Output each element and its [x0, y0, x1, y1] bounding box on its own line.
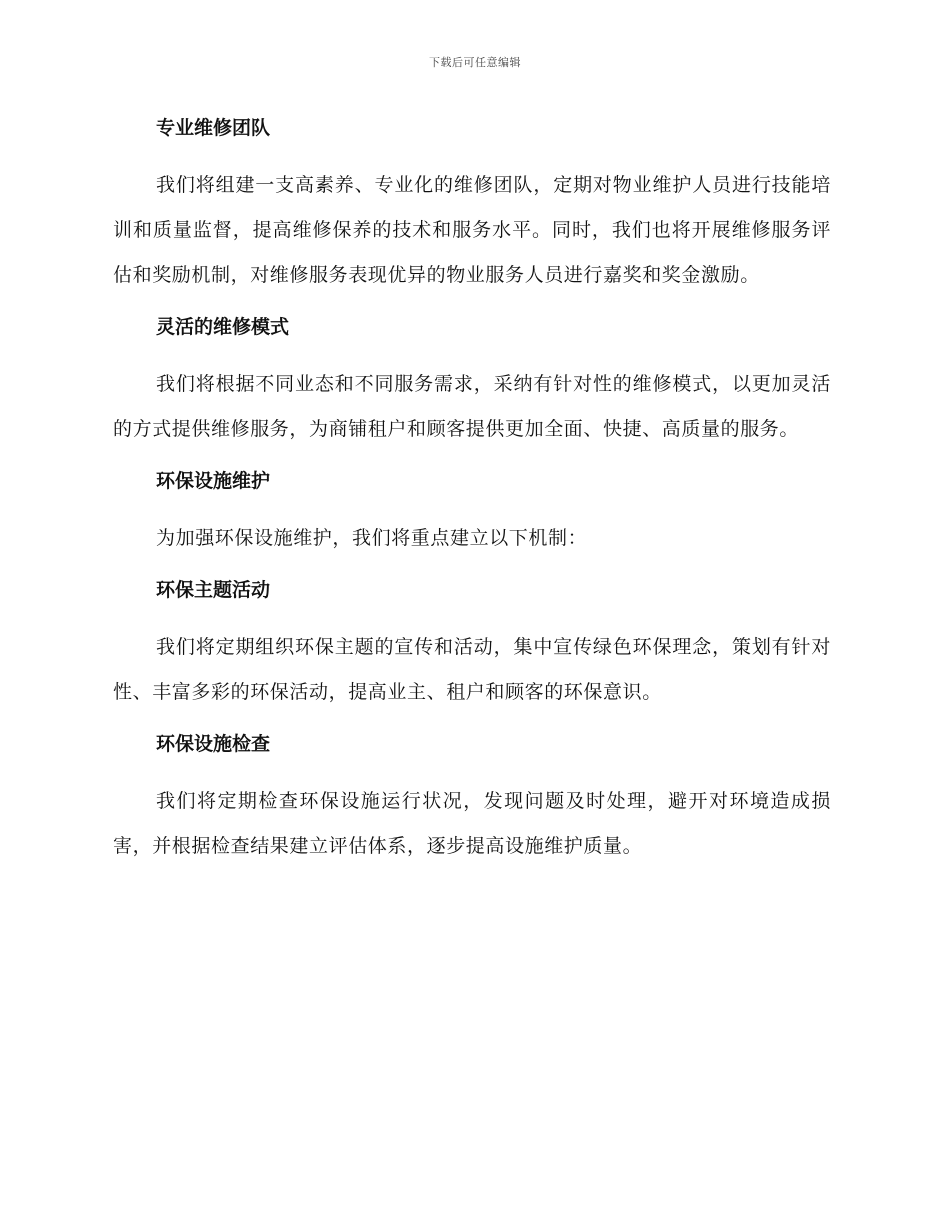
section-paragraph-maintenance-team: 我们将组建一支高素养、专业化的维修团队，定期对物业维护人员进行技能培训和质量监督，提高维修保养的技术和服务水平。同时，我们也将开展维修服务评估和奖励机制，对维修服务表现优异的物业服务人员进行嘉奖和奖金激励。 — [113, 174, 831, 286]
section-paragraph-flexible-mode: 我们将根据不同业态和不同服务需求，采纳有针对性的维修模式，以更加灵活的方式提供维修服务，为商铺租户和顾客提供更加全面、快捷、高质量的服务。 — [113, 373, 831, 440]
document-body — [113, 112, 831, 882]
section-heading-eco-facility-maintenance: 环保设施维护 — [156, 470, 271, 492]
page-header: 下载后可任意编辑 — [429, 56, 521, 69]
section-heading-maintenance-team: 专业维修团队 — [156, 117, 271, 139]
section-paragraph-eco-activities: 我们将定期组织环保主题的宣传和活动，集中宣传绿色环保理念，策划有针对性、丰富多彩的环保活动，提高业主、租户和顾客的环保意识。 — [113, 636, 831, 703]
section-heading-eco-activities: 环保主题活动 — [156, 579, 271, 601]
section-paragraph-eco-facility-maintenance: 为加强环保设施维护，我们将重点建立以下机制： — [156, 527, 588, 549]
section-paragraph-eco-inspection: 我们将定期检查环保设施运行状况，发现问题及时处理，避开对环境造成损害，并根据检查结果建立评估体系，逐步提高设施维护质量。 — [113, 790, 831, 857]
section-heading-flexible-mode: 灵活的维修模式 — [156, 316, 290, 338]
section-heading-eco-inspection: 环保设施检查 — [156, 733, 271, 755]
